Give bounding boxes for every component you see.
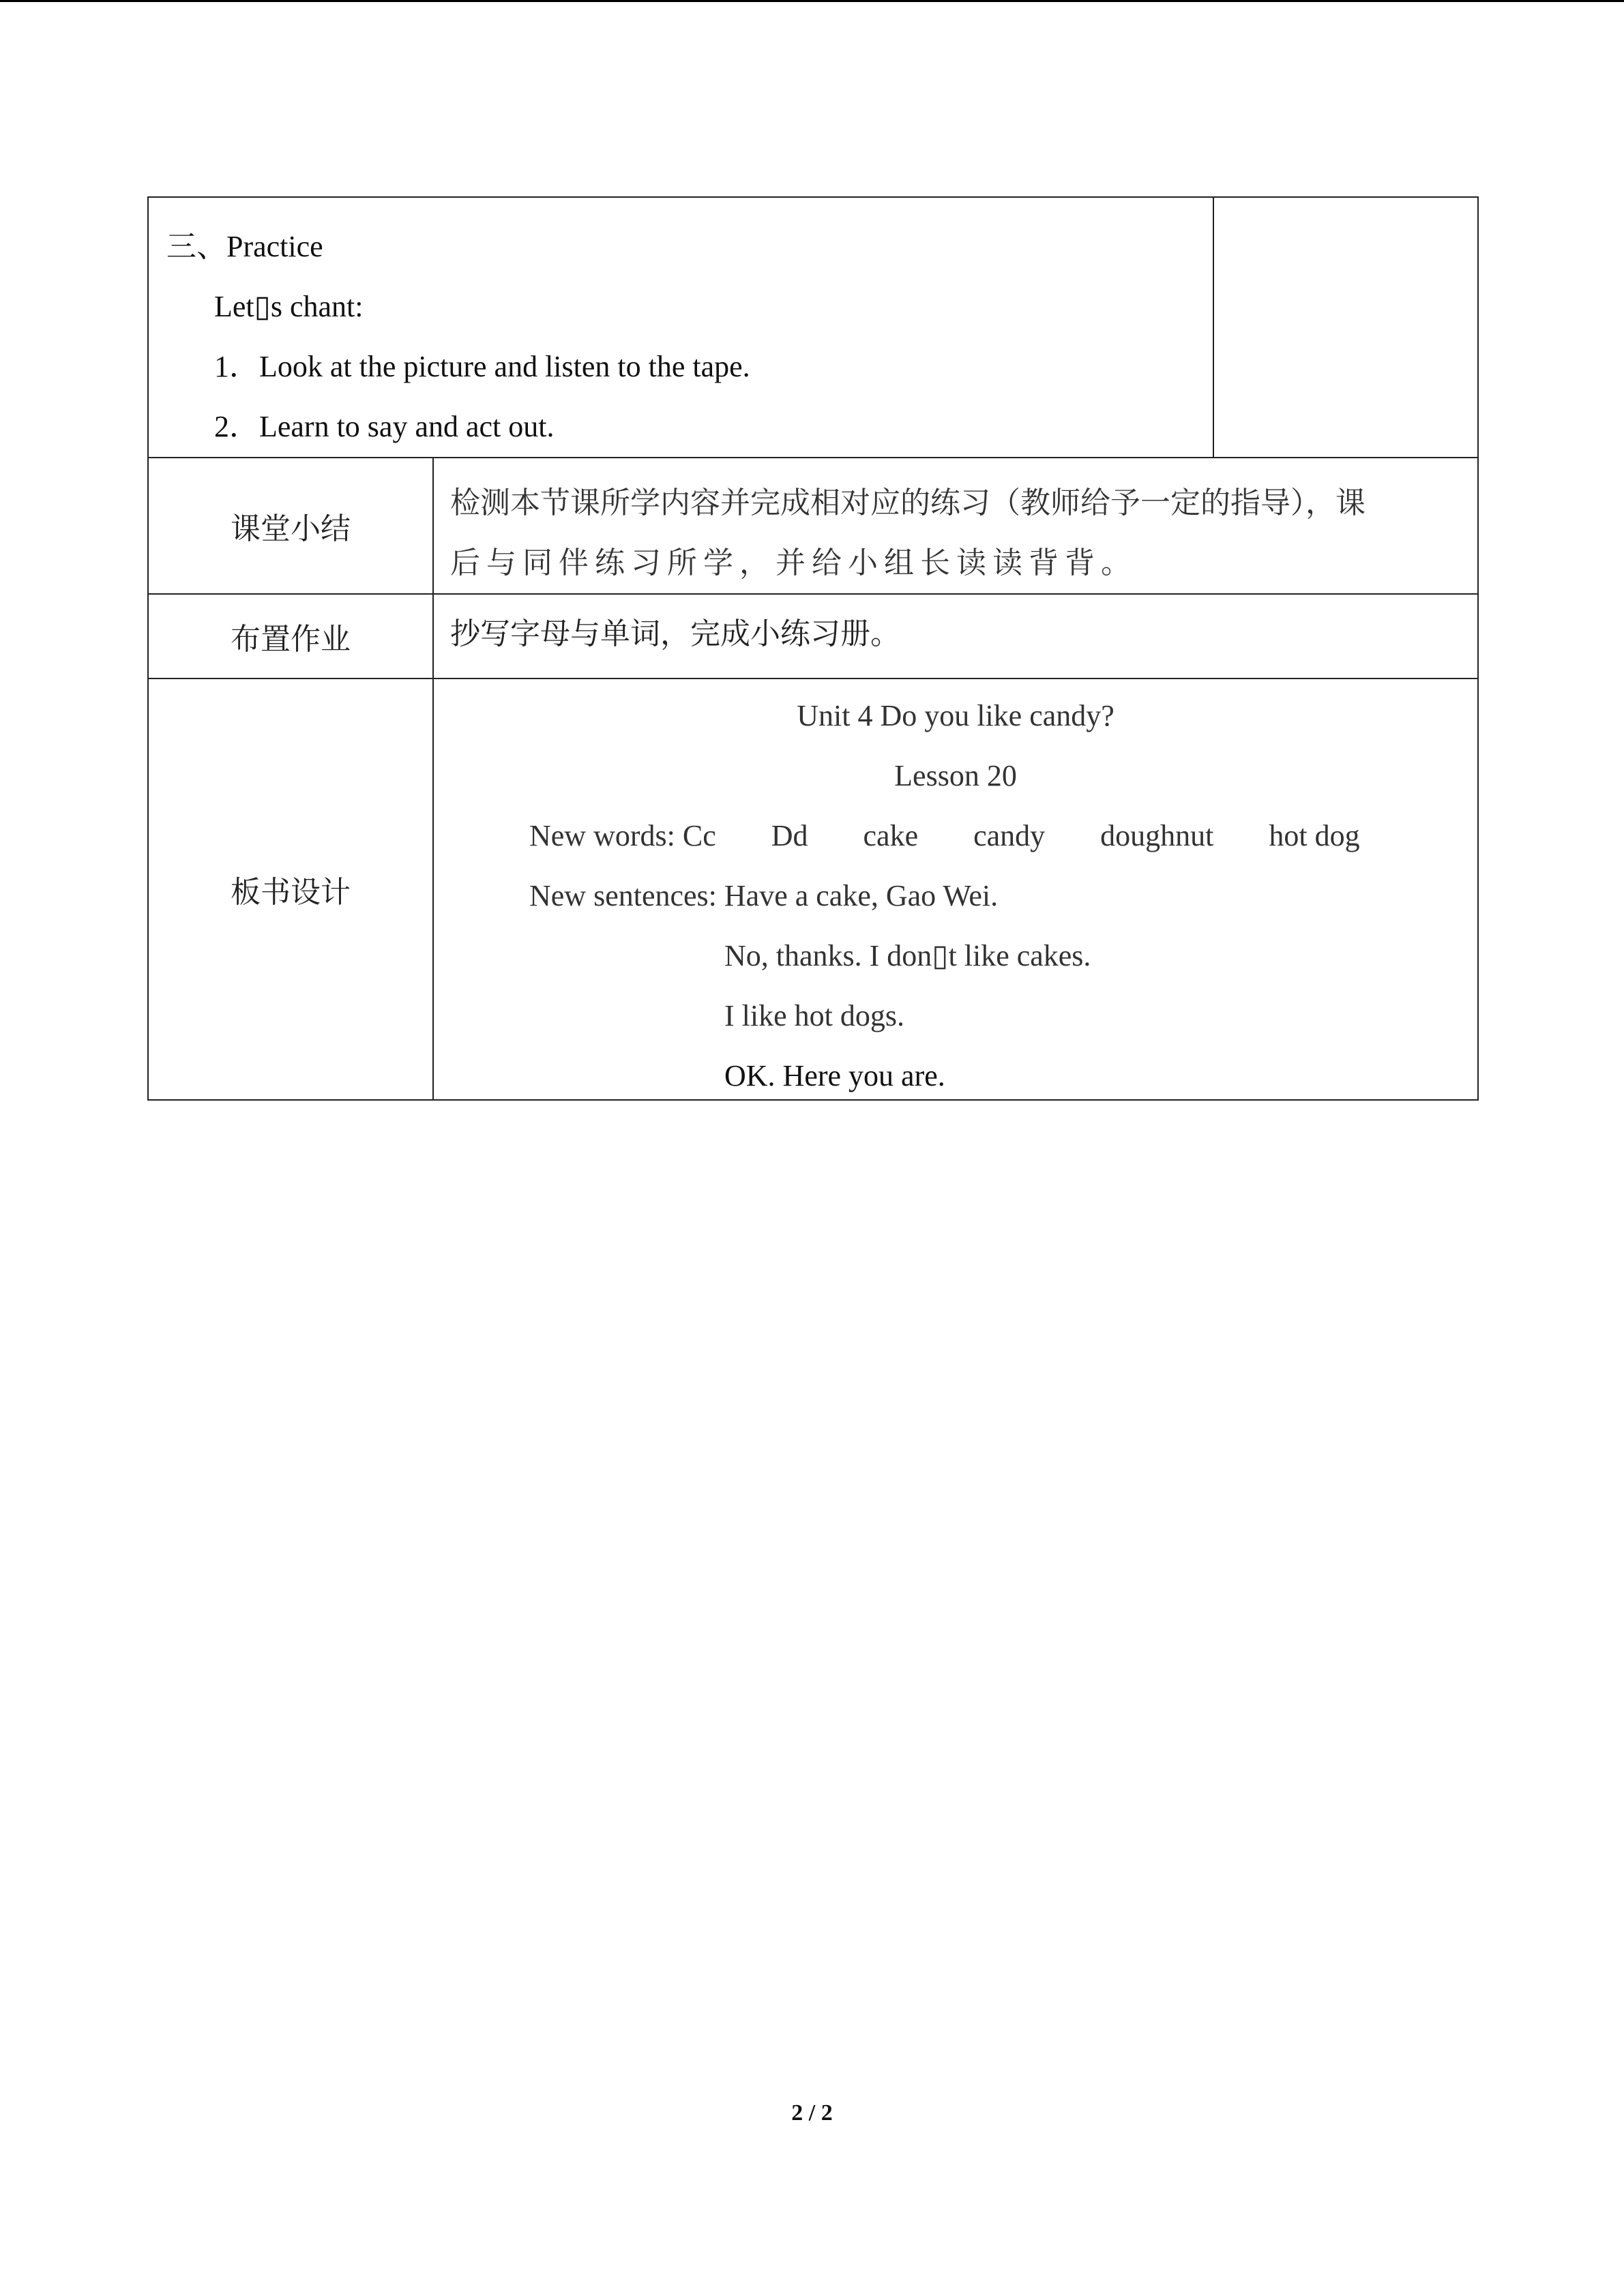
new-sentences-label: New sentences: Have a cake, Gao Wei. [529,879,999,912]
homework-row [148,594,1478,679]
word-cake: cake [863,819,919,852]
chant-line: Let▯s chant: [214,290,364,323]
practice-heading: 三、Practice [166,230,323,263]
practice-cell [148,197,1213,458]
board-label: 板书设计 [148,679,433,1100]
homework-content: 抄写字母与单词，完成小练习册。 [433,594,1478,679]
summary-line-2: 后与同伴练习所学，并给小组长读读背背。 [450,546,1137,580]
lesson-plan-table [147,196,1479,1101]
summary-row [148,458,1478,594]
word-hot-dog: hot dog [1269,819,1360,852]
practice-notes-cell [1213,197,1478,458]
new-words-label: New words: Cc [529,819,716,852]
top-border-rule [0,0,1624,2]
page-number: 2 / 2 [791,2100,833,2126]
homework-label: 布置作业 [148,594,433,679]
board-sentence-2: I like hot dogs. [724,999,904,1032]
summary-content [433,458,1478,594]
board-unit-title: Unit 4 Do you like candy? [797,699,1114,732]
board-row [148,679,1478,1100]
word-doughnut: doughnut [1100,819,1214,852]
practice-row [148,197,1478,458]
board-lesson-title: Lesson 20 [894,759,1017,792]
board-sentence-1: No, thanks. I don▯t like cakes. [724,939,1091,972]
practice-step-1: 1．Look at the picture and listen to the tape. [214,350,750,383]
lesson-plan-page [147,196,1477,1101]
summary-line-1: 检测本节课所学内容并完成相对应的练习（教师给予一定的指导），课 [450,486,1365,520]
word-dd: Dd [771,819,808,852]
board-new-words [529,806,1360,866]
board-content [433,679,1478,1100]
practice-step-2: 2．Learn to say and act out. [214,410,555,443]
board-sentence-3: OK. Here you are. [724,1059,945,1092]
summary-label: 课堂小结 [148,458,433,594]
word-candy: candy [973,819,1046,852]
